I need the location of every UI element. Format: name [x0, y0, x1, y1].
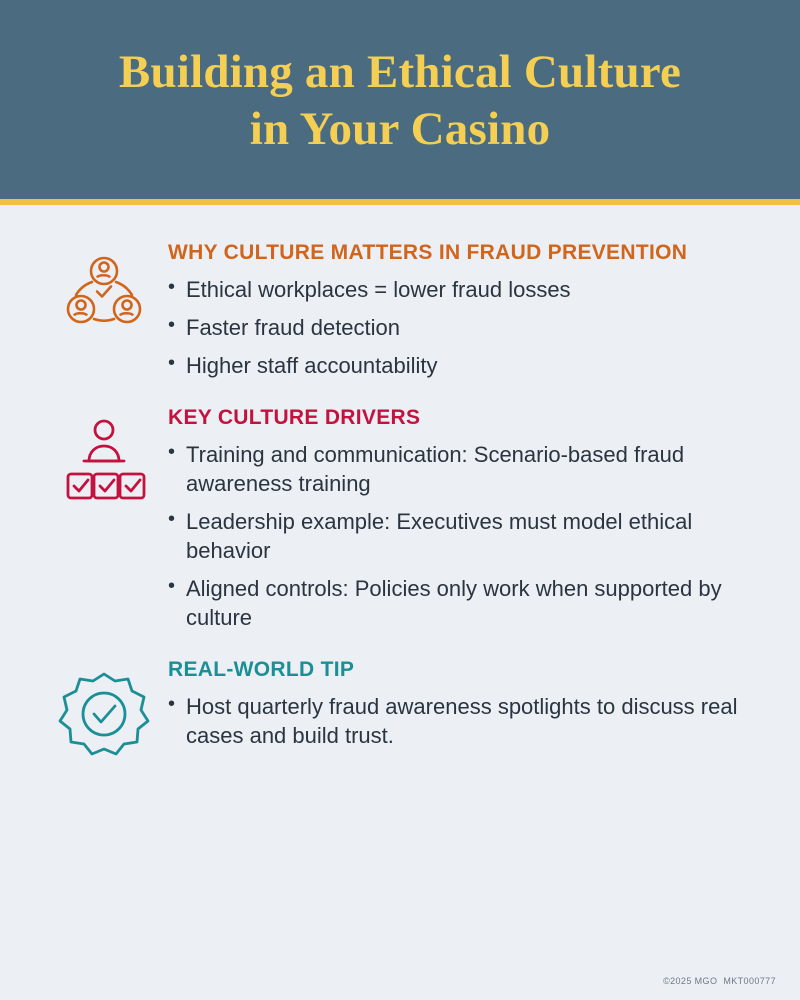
header-banner [0, 0, 800, 205]
document-code: MKT000777 [723, 976, 776, 986]
section-key-culture-drivers [44, 406, 756, 632]
footer [0, 976, 800, 1000]
list-item: • Training and communication: Scenario-based fraud awareness training [168, 440, 756, 498]
people-circle-check-icon [56, 247, 152, 348]
icon-container [44, 658, 164, 773]
list-item: • Faster fraud detection [168, 313, 756, 342]
section-body [164, 406, 756, 632]
section-why-culture-matters [44, 241, 756, 380]
section-real-world-tip [44, 658, 756, 773]
section-heading: WHY CULTURE MATTERS IN FRAUD PREVENTION [168, 240, 688, 264]
section-heading: KEY CULTURE DRIVERS [168, 405, 421, 429]
list-item: • Aligned controls: Policies only work when supported by culture [168, 574, 756, 632]
section-heading: REAL-WORLD TIP [168, 657, 355, 681]
presenter-checkboxes-icon [56, 412, 152, 521]
section-body [164, 241, 756, 380]
icon-container [44, 241, 164, 348]
bullet-list [168, 275, 756, 380]
content-area [0, 205, 800, 976]
bullet-list [168, 692, 756, 750]
list-item: • Host quarterly fraud awareness spotlights to discuss real cases and build trust. [168, 692, 756, 750]
list-item: • Higher staff accountability [168, 351, 756, 380]
page-title [40, 44, 760, 159]
bullet-list [168, 440, 756, 632]
section-body [164, 658, 756, 750]
icon-container [44, 406, 164, 521]
page-title-line-2: in Your Casino [249, 103, 551, 156]
copyright-text: ©2025 MGO [663, 976, 718, 986]
page-title-line-1: Building an Ethical Culture [118, 46, 682, 98]
badge-check-icon [54, 664, 154, 773]
list-item: • Ethical workplaces = lower fraud losses [168, 275, 756, 304]
list-item: • Leadership example: Executives must model ethical behavior [168, 507, 756, 565]
